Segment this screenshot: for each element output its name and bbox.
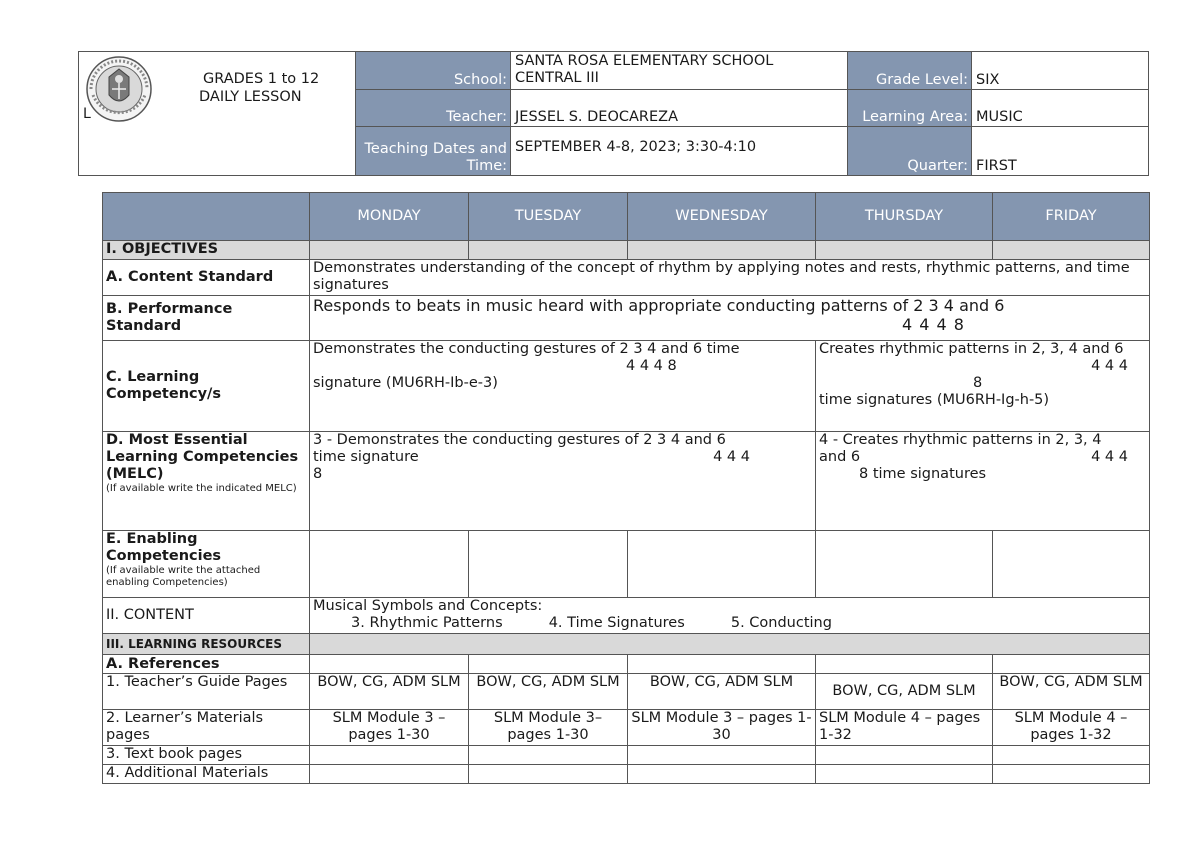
quarter-value: FIRST [972,127,1149,176]
melc-left-time-signature: time signature [313,449,419,465]
header-logo-cell [79,52,356,176]
stray-letter: L [83,106,91,122]
grade-value: SIX [972,52,1149,90]
melc-right-fractions: 4 4 4 [1091,449,1128,465]
content-standard-label: A. Content Standard [103,260,310,296]
tg-monday: BOW, CG, ADM SLM [310,674,469,710]
tg-friday: BOW, CG, ADM SLM [993,674,1150,710]
content-line2: 3. Rhythmic Patterns 4. Time Signatures 5. Conducting [351,615,832,631]
area-value: MUSIC [972,90,1149,127]
lm-tuesday: SLM Module 3– pages 1-30 [469,710,628,746]
deped-seal-icon [85,55,153,123]
learning-competency-left [310,341,816,432]
school-value: SANTA ROSA ELEMENTARY SCHOOL CENTRAL III [511,52,848,90]
melc-left [310,432,816,531]
title-line-1: GRADES 1 to 12 [203,71,320,87]
tg-tuesday: BOW, CG, ADM SLM [469,674,628,710]
enabling-friday [993,531,1150,598]
enabling-label: E. Enabling Competencies [106,531,222,564]
area-label: Learning Area: [848,90,972,127]
corner-cell [103,193,310,241]
enabling-note: (If available write the attached enabling Competencies) [106,565,261,588]
additional-materials-row [103,765,1150,784]
melc-right-and-six: and 6 [819,449,861,465]
competency-left-line1: Demonstrates the conducting gestures of 2 3 4 and 6 time [313,341,740,357]
references-label: A. References [103,655,310,674]
melc-right-line3: 8 time signatures [859,466,987,482]
day-monday: MONDAY [310,193,469,241]
teacher-value: JESSEL S. DEOCAREZA [511,90,848,127]
tg-thursday: BOW, CG, ADM SLM [816,674,993,710]
enabling-wednesday [628,531,816,598]
competency-right-eight: 8 [973,375,983,391]
dates-label: Teaching Dates and Time: [356,127,511,176]
lesson-table [102,192,1150,784]
performance-standard-label: B. Performance Standard [103,296,310,341]
learners-materials-label: 2. Learner’s Materials pages [103,710,310,746]
quarter-label: Quarter: [848,127,972,176]
melc-left-fractions: 4 4 4 [713,449,750,465]
melc-right-line2 [819,449,1146,466]
school-label: School: [356,52,511,90]
performance-standard-text: Responds to beats in music heard with appropriate conducting patterns of 2 3 4 and 6 [313,296,1005,315]
content-standard-text: Demonstrates understanding of the concept of rhythm by applying notes and rests, rhythmic patterns, and time signatures [310,260,1150,296]
objectives-section-title: I. OBJECTIVES [103,241,310,260]
day-friday: FRIDAY [993,193,1150,241]
competency-right-fractions: 4 4 4 [1091,358,1128,374]
melc-row [103,432,1150,531]
day-tuesday: TUESDAY [469,193,628,241]
melc-left-eight: 8 [313,466,323,482]
competency-left-line3: signature (MU6RH-Ib-e-3) [313,375,498,391]
competency-right-line1: Creates rhythmic patterns in 2, 3, 4 and 6 [819,341,1124,357]
competency-left-fractions: 4 4 4 8 [626,358,677,374]
objectives-section-row [103,241,1150,260]
textbook-label: 3. Text book pages [103,746,310,765]
melc-left-line1: 3 - Demonstrates the conducting gestures of 2 3 4 and 6 [313,432,726,448]
content-line1: Musical Symbols and Concepts: [313,598,543,614]
content-row [103,598,1150,634]
teachers-guide-label: 1. Teacher’s Guide Pages [103,674,310,710]
document-title [199,70,320,106]
enabling-thursday [816,531,993,598]
competency-right-line4: time signatures (MU6RH-Ig-h-5) [819,392,1050,408]
dates-value: SEPTEMBER 4-8, 2023; 3:30-4:10 [511,127,848,176]
enabling-tuesday [469,531,628,598]
lm-monday: SLM Module 3 – pages 1-30 [310,710,469,746]
teacher-label: Teacher: [356,90,511,127]
melc-note: (If available write the indicated MELC) [106,483,297,494]
enabling-monday [310,531,469,598]
melc-label-cell [103,432,310,531]
performance-fraction-row: 4 4 4 8 [902,315,965,334]
melc-left-line2 [313,449,812,466]
day-header-row [103,193,1150,241]
textbook-row [103,746,1150,765]
content-standard-row [103,260,1150,296]
melc-right [816,432,1150,531]
content-label: II. CONTENT [103,598,310,634]
lm-wednesday: SLM Module 3 – pages 1-30 [628,710,816,746]
header-table [78,51,1149,176]
enabling-label-cell [103,531,310,598]
additional-materials-label: 4. Additional Materials [103,765,310,784]
lm-friday: SLM Module 4 – pages 1-32 [993,710,1150,746]
lm-thursday: SLM Module 4 – pages 1-32 [816,710,993,746]
resources-section-title: III. LEARNING RESOURCES [103,634,310,655]
teachers-guide-row [103,674,1150,710]
performance-standard-row [103,296,1150,341]
melc-right-line1: 4 - Creates rhythmic patterns in 2, 3, 4 [819,432,1102,448]
melc-label: D. Most Essential Learning Competencies (MELC) [106,432,299,482]
enabling-row [103,531,1150,598]
learning-competency-right [816,341,1150,432]
performance-standard-cell [310,296,1150,341]
title-line-2: DAILY LESSON [199,89,302,105]
resources-section-row [103,634,1150,655]
tg-wednesday: BOW, CG, ADM SLM [628,674,816,710]
references-row [103,655,1150,674]
day-thursday: THURSDAY [816,193,993,241]
learning-competency-row [103,341,1150,432]
learners-materials-row [103,710,1150,746]
content-cell [310,598,1150,634]
day-wednesday: WEDNESDAY [628,193,816,241]
learning-competency-label: C. Learning Competency/s [103,341,310,432]
grade-label: Grade Level: [848,52,972,90]
